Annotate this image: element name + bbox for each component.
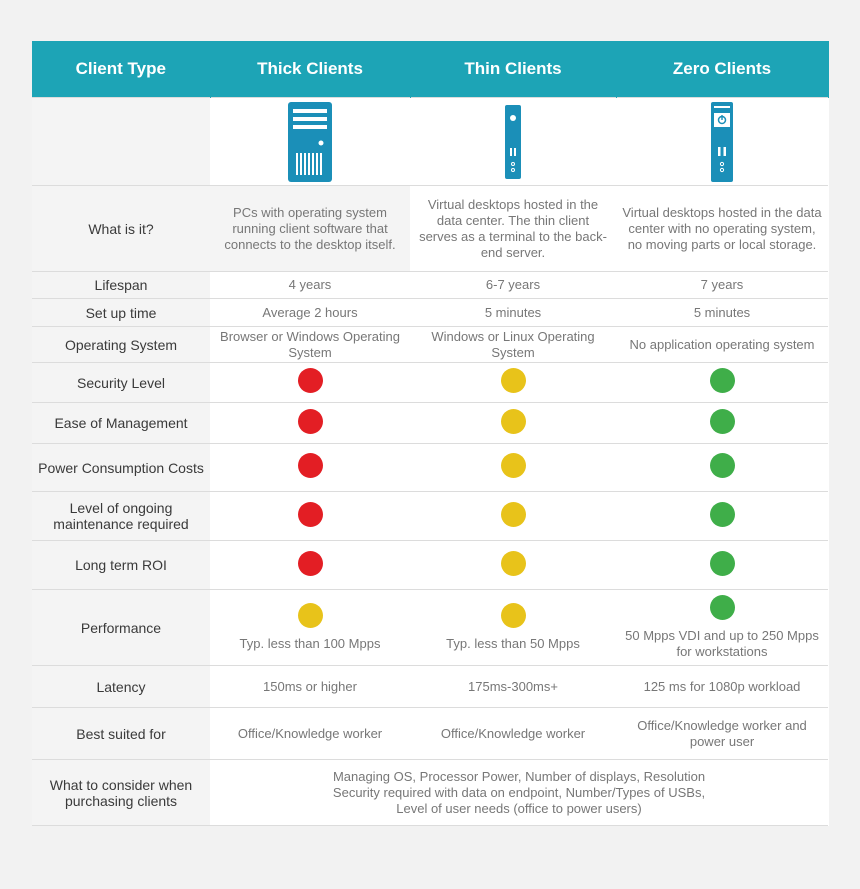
icon-row xyxy=(32,98,828,186)
rating-red-dot xyxy=(298,409,323,434)
what-thin: Virtual desktops hosted in the data center. The thin client serves as a terminal to the back-end server. xyxy=(410,186,616,272)
row-label: What to consider when purchasing clients xyxy=(32,760,210,826)
maintenance-thin xyxy=(410,492,616,541)
performance-zero-text: 50 Mpps VDI and up to 250 Mpps for workstations xyxy=(625,628,819,659)
header-client-type: Client Type xyxy=(32,41,210,98)
setup-thin: 5 minutes xyxy=(410,299,616,327)
lifespan-thick: 4 years xyxy=(210,272,410,299)
os-thick: Browser or Windows Operating System xyxy=(210,327,410,363)
client-comparison-table xyxy=(32,41,829,826)
performance-thin xyxy=(410,590,616,666)
latency-thin: 175ms-300ms+ xyxy=(410,666,616,708)
header-zero-clients: Zero Clients xyxy=(616,41,828,98)
what-thick: PCs with operating system running client software that connects to the desktop itself. xyxy=(210,186,410,272)
setup-zero: 5 minutes xyxy=(616,299,828,327)
performance-thin-text: Typ. less than 50 Mpps xyxy=(446,636,580,651)
rating-yellow-dot xyxy=(501,502,526,527)
table-row xyxy=(32,272,828,299)
rating-yellow-dot xyxy=(501,409,526,434)
header-thick-clients: Thick Clients xyxy=(210,41,410,98)
table-row xyxy=(32,708,828,760)
table-row xyxy=(32,403,828,444)
thin-client-icon xyxy=(504,104,522,180)
consider-line-2: Security required with data on endpoint, Number/Types of USBs, xyxy=(332,784,706,800)
suited-thin: Office/Knowledge worker xyxy=(410,708,616,760)
roi-zero xyxy=(616,541,828,590)
rating-red-dot xyxy=(298,551,323,576)
roi-thick xyxy=(210,541,410,590)
row-label: Power Consumption Costs xyxy=(32,444,210,492)
setup-thick: Average 2 hours xyxy=(210,299,410,327)
os-thin: Windows or Linux Operating System xyxy=(410,327,616,363)
ease-zero xyxy=(616,403,828,444)
rating-green-dot xyxy=(710,595,735,620)
table-row xyxy=(32,363,828,403)
table-row xyxy=(32,666,828,708)
table-row xyxy=(32,444,828,492)
row-label: Level of ongoing maintenance required xyxy=(32,492,210,541)
row-label: Latency xyxy=(32,666,210,708)
rating-yellow-dot xyxy=(298,603,323,628)
latency-zero: 125 ms for 1080p workload xyxy=(616,666,828,708)
suited-zero: Office/Knowledge worker and power user xyxy=(616,708,828,760)
security-zero xyxy=(616,363,828,403)
rating-green-dot xyxy=(710,368,735,393)
row-label: Ease of Management xyxy=(32,403,210,444)
row-label: Best suited for xyxy=(32,708,210,760)
zero-client-icon xyxy=(710,101,734,183)
desktop-tower-icon xyxy=(287,101,333,183)
rating-yellow-dot xyxy=(501,551,526,576)
latency-thick: 150ms or higher xyxy=(210,666,410,708)
row-label: Performance xyxy=(32,590,210,666)
table-row xyxy=(32,299,828,327)
rating-yellow-dot xyxy=(501,453,526,478)
maintenance-thick xyxy=(210,492,410,541)
power-zero xyxy=(616,444,828,492)
power-thick xyxy=(210,444,410,492)
rating-yellow-dot xyxy=(501,368,526,393)
maintenance-zero xyxy=(616,492,828,541)
icon-row-empty xyxy=(32,98,210,186)
table-row xyxy=(32,590,828,666)
thick-client-icon-cell xyxy=(210,98,410,186)
rating-red-dot xyxy=(298,502,323,527)
row-label: Lifespan xyxy=(32,272,210,299)
table-row xyxy=(32,186,828,272)
ease-thick xyxy=(210,403,410,444)
consider-text xyxy=(210,760,828,826)
rating-yellow-dot xyxy=(501,603,526,628)
rating-green-dot xyxy=(710,409,735,434)
rating-green-dot xyxy=(710,453,735,478)
table-row xyxy=(32,327,828,363)
row-label: Set up time xyxy=(32,299,210,327)
consider-line-3: Level of user needs (office to power users) xyxy=(396,800,642,816)
table-row xyxy=(32,492,828,541)
suited-thick: Office/Knowledge worker xyxy=(210,708,410,760)
lifespan-zero: 7 years xyxy=(616,272,828,299)
performance-zero xyxy=(616,590,828,666)
row-label: Security Level xyxy=(32,363,210,403)
row-label: What is it? xyxy=(32,186,210,272)
what-zero: Virtual desktops hosted in the data center with no operating system, no moving parts or local storage. xyxy=(616,186,828,272)
rating-red-dot xyxy=(298,368,323,393)
security-thick xyxy=(210,363,410,403)
rating-red-dot xyxy=(298,453,323,478)
security-thin xyxy=(410,363,616,403)
ease-thin xyxy=(410,403,616,444)
os-zero: No application operating system xyxy=(616,327,828,363)
rating-green-dot xyxy=(710,502,735,527)
consider-line-1: Managing OS, Processor Power, Number of displays, Resolution xyxy=(332,768,706,784)
power-thin xyxy=(410,444,616,492)
roi-thin xyxy=(410,541,616,590)
header-thin-clients: Thin Clients xyxy=(410,41,616,98)
performance-thick-text: Typ. less than 100 Mpps xyxy=(239,636,381,651)
header-row xyxy=(32,41,828,98)
rating-green-dot xyxy=(710,551,735,576)
table-row xyxy=(32,541,828,590)
thin-client-icon-cell xyxy=(410,98,616,186)
lifespan-thin: 6-7 years xyxy=(410,272,616,299)
row-label: Operating System xyxy=(32,327,210,363)
performance-thick xyxy=(210,590,410,666)
zero-client-icon-cell xyxy=(616,98,828,186)
row-label: Long term ROI xyxy=(32,541,210,590)
table-row xyxy=(32,760,828,826)
